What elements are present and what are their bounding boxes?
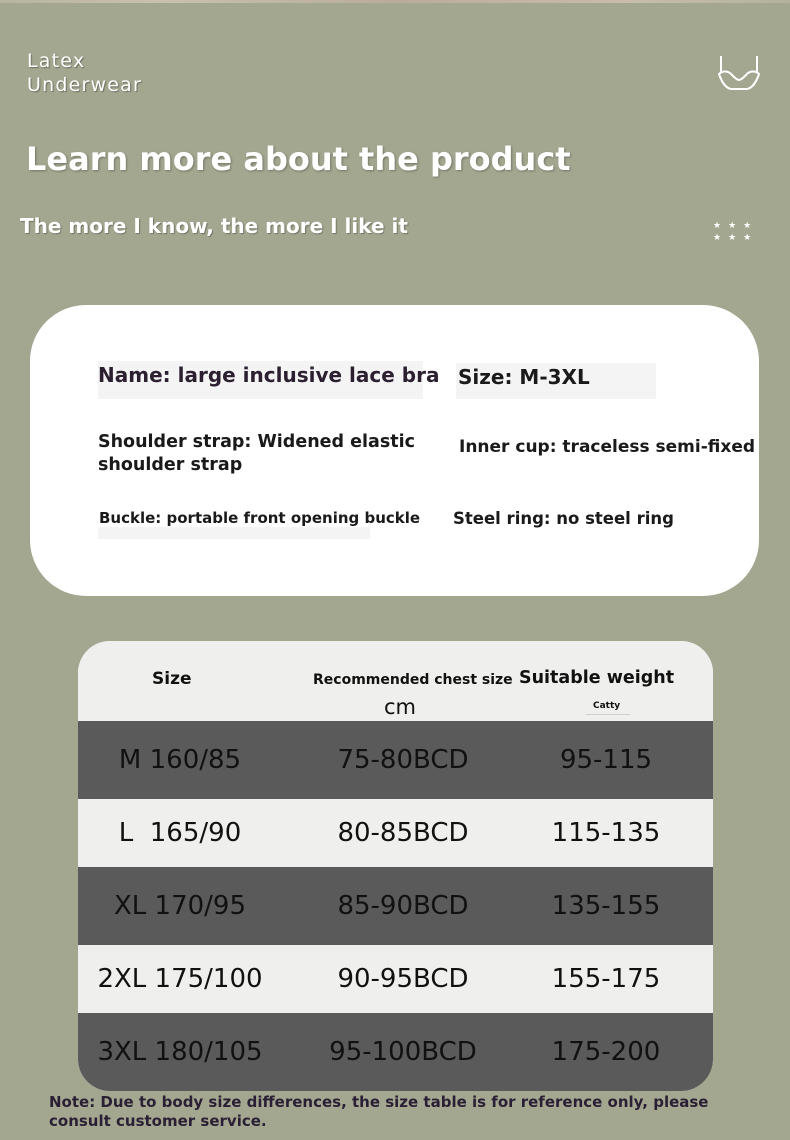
cell-size: XL 170/95 [113, 891, 247, 921]
cell-size: L 165/90 [118, 818, 242, 848]
cell-chest: 80-85BCD [337, 818, 469, 848]
cell-size: 2XL 175/100 [97, 964, 263, 994]
product-inner-cup: Inner cup: traceless semi-fixed [459, 437, 756, 457]
cell-weight: 95-115 [559, 745, 653, 775]
cell-weight: 135-155 [551, 891, 661, 921]
product-buckle: Buckle: portable front opening buckle [99, 509, 421, 527]
top-image-strip [0, 0, 790, 3]
product-name: Name: large inclusive lace bra [98, 363, 440, 387]
cell-chest: 90-95BCD [337, 964, 469, 994]
label-shade [98, 527, 370, 539]
star-icon: ★★★ ★★★ [713, 221, 759, 243]
header-chest-unit: cm [384, 695, 417, 719]
table-row [78, 799, 713, 867]
cell-size: 3XL 180/105 [97, 1037, 263, 1067]
bra-outline-icon [715, 50, 763, 92]
product-steel-ring: Steel ring: no steel ring [453, 509, 674, 528]
brand-line-1: Latex [27, 50, 86, 72]
cell-weight: 175-200 [551, 1037, 661, 1067]
unit-underline [586, 714, 630, 715]
page-headline: Learn more about the product [26, 140, 571, 178]
header-weight: Suitable weight [519, 668, 675, 688]
cell-chest: 85-90BCD [337, 891, 469, 921]
table-row [78, 721, 713, 799]
cell-weight: 115-135 [551, 818, 661, 848]
cell-chest: 75-80BCD [337, 745, 469, 775]
size-table [78, 641, 713, 1091]
cell-chest: 95-100BCD [329, 1037, 477, 1067]
table-row [78, 867, 713, 945]
page-subheadline: The more I know, the more I like it [20, 214, 408, 238]
table-row [78, 1013, 713, 1091]
cell-size: M 160/85 [118, 745, 242, 775]
product-shoulder-strap: Shoulder strap: Widened elastic shoulder strap [98, 432, 415, 475]
brand-logo-text [27, 49, 142, 97]
product-info-card [30, 305, 759, 596]
header-size: Size [152, 669, 192, 689]
brand-line-2: Underwear [27, 74, 142, 96]
header-weight-unit: Catty [593, 701, 621, 711]
product-size-range: Size: M-3XL [458, 365, 590, 389]
table-row [78, 945, 713, 1013]
size-table-header [78, 641, 713, 721]
header-chest-size: Recommended chest size [313, 672, 513, 688]
cell-weight: 155-175 [551, 964, 661, 994]
size-note: Note: Due to body size differences, the size table is for reference only, please consult customer service. [49, 1093, 709, 1130]
